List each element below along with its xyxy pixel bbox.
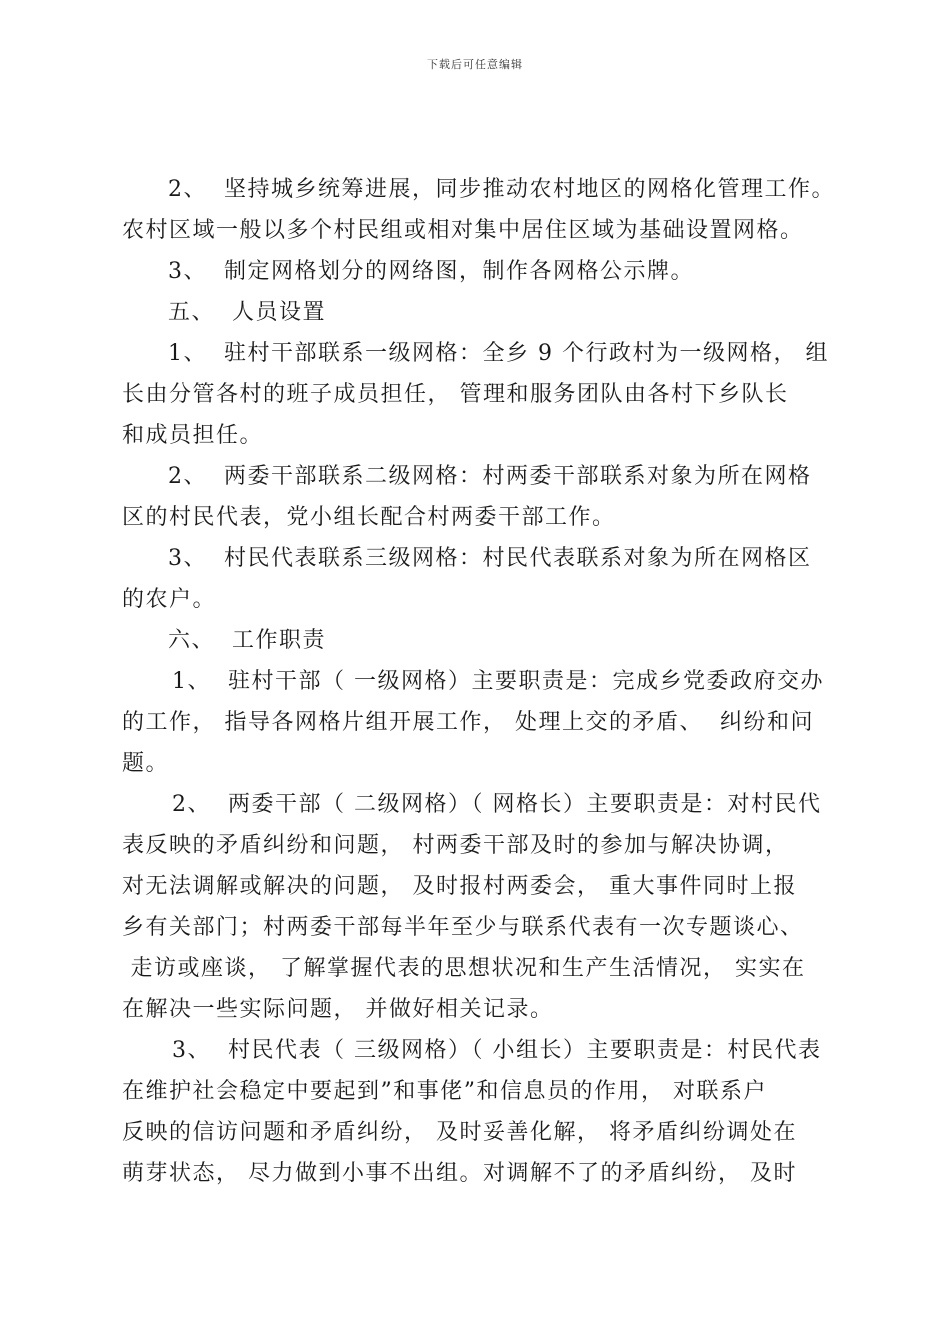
paragraph-line: 的农户。 [122, 587, 217, 612]
paragraph-line: 3、 村民代表联系三级网格：村民代表联系对象为所在网格区 [168, 546, 812, 571]
section-heading: 五、 人员设置 [168, 300, 326, 325]
section-heading: 六、 工作职责 [168, 628, 326, 653]
page-header: 下载后可任意编辑 [427, 58, 523, 71]
paragraph-line: 2、 两委干部（ 二级网格）（ 网格长）主要职责是：对村民代 [172, 792, 822, 817]
paragraph-line: 1、 驻村干部联系一级网格：全乡 9 个行政村为一级网格， 组 [168, 341, 829, 366]
paragraph-line: 表反映的矛盾纠纷和问题， 村两委干部及时的参加与解决协调， [122, 833, 789, 858]
paragraph-line: 对无法调解或解决的问题， 及时报村两委会， 重大事件同时上报 [122, 874, 797, 899]
paragraph-line: 在解决一些实际问题， 并做好相关记录。 [122, 997, 554, 1022]
paragraph-line: 乡有关部门；村两委干部每半年至少与联系代表有一次专题谈心、 [122, 915, 804, 940]
paragraph-line: 3、 制定网格划分的网络图，制作各网格公示牌。 [168, 259, 694, 284]
paragraph-line: 2、 两委干部联系二级网格：村两委干部联系对象为所在网格 [168, 464, 812, 489]
paragraph-line: 题。 [122, 751, 170, 776]
paragraph-line: 1、 驻村干部（ 一级网格）主要职责是：完成乡党委政府交办 [172, 669, 824, 694]
paragraph-line: 在维护社会稳定中要起到”和事佬”和信息员的作用， 对联系户 [122, 1079, 767, 1104]
paragraph-line: 和成员担任。 [122, 423, 264, 448]
paragraph-line: 反映的信访问题和矛盾纠纷， 及时妥善化解， 将矛盾纠纷调处在 [122, 1120, 797, 1145]
paragraph-line: 萌芽状态， 尽力做到小事不出组。对调解不了的矛盾纠纷， 及时 [122, 1161, 797, 1186]
paragraph-line: 区的村民代表，党小组长配合村两委干部工作。 [122, 505, 616, 530]
paragraph-line: 2、 坚持城乡统筹进展，同步推动农村地区的网格化管理工作。 [168, 177, 835, 202]
paragraph-line: 长由分管各村的班子成员担任， 管理和服务团队由各村下乡队长 [122, 382, 789, 407]
paragraph-line: 3、 村民代表（ 三级网格）（ 小组长）主要职责是：村民代表 [172, 1038, 822, 1063]
paragraph-line: 的工作， 指导各网格片组开展工作， 处理上交的矛盾、 纠纷和问 [122, 710, 814, 735]
paragraph-line: 农村区域一般以多个村民组或相对集中居住区域为基础设置网格。 [122, 218, 804, 243]
paragraph-line: 走访或座谈， 了解掌握代表的思想状况和生产生活情况， 实实在 [122, 956, 806, 981]
